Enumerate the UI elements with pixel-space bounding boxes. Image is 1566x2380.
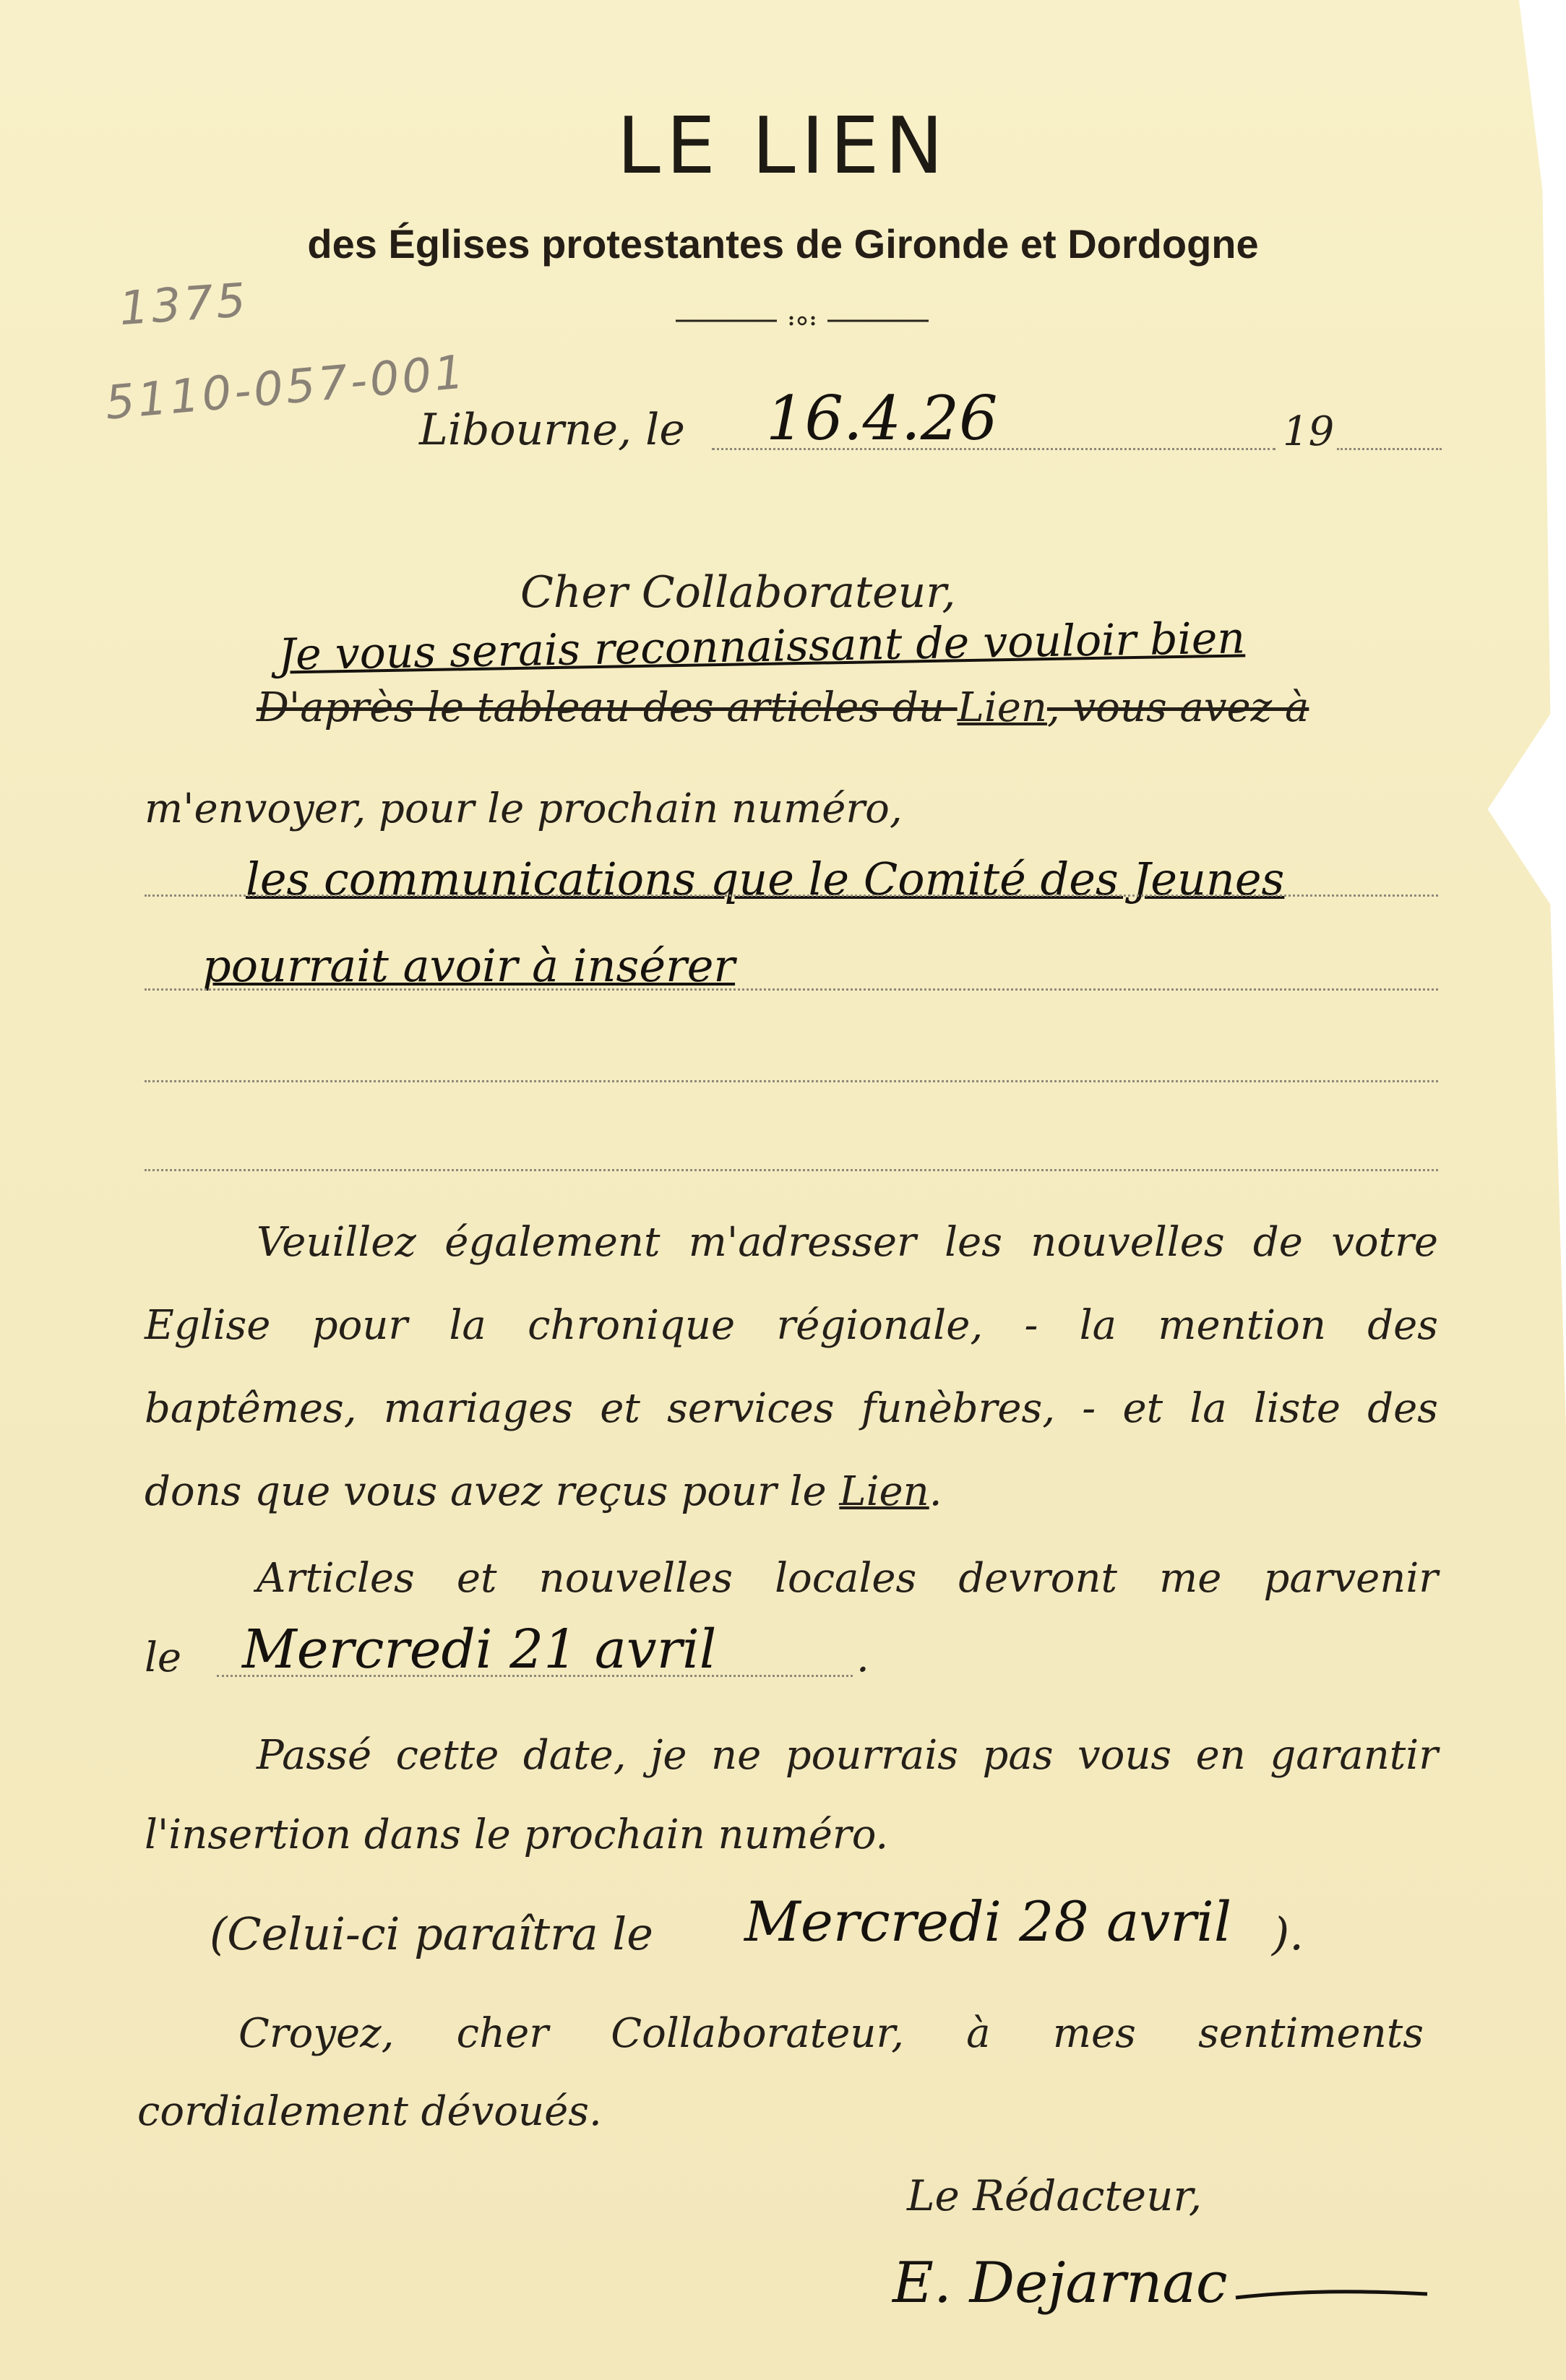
body-p1-line-4: [145, 1467, 1438, 1517]
rule-deadline: [217, 1675, 853, 1677]
dateline-century: 19: [1283, 408, 1335, 455]
dateline-rule-1: [712, 448, 1275, 450]
body-p2: Articles et nouvelles locales devront me parvenir: [257, 1555, 1438, 1602]
rule-request-1: [145, 894, 1438, 897]
rule-blank-2: [145, 1169, 1438, 1171]
letterhead-ornament: [676, 314, 929, 328]
publication-suffix: ).: [1272, 1907, 1304, 1960]
signature-flourish: [896, 2254, 1431, 2355]
publication-date: Mercredi 28 avril: [744, 1889, 1232, 1954]
body-p3-line-1: Passé cette date, je ne pourrais pas vous en garantir: [257, 1732, 1438, 1779]
closing-line-1: Croyez, cher Collaborateur, à mes sentiments: [238, 2010, 1424, 2057]
envoyer-line: m'envoyer, pour le prochain numéro,: [145, 785, 903, 832]
handwritten-insert: Je vous serais reconnaissant de vouloir bien: [278, 613, 1246, 681]
archive-reference: 5110-057-001: [103, 345, 469, 431]
handwritten-request-1: les communications que le Comité des Jeunes: [246, 853, 1285, 905]
body-p1-last-end: .: [929, 1468, 942, 1515]
body-p1-line-2: Eglise pour la chronique régionale, - la mention des: [145, 1302, 1438, 1349]
rule-blank-1: [145, 1080, 1438, 1082]
handwritten-request-2: pourrait avoir à insérer: [202, 939, 736, 992]
closing-line-2: cordialement dévoués.: [137, 2088, 602, 2135]
rule-request-2: [145, 988, 1438, 991]
publication-prefix: (Celui-ci paraîtra le: [210, 1907, 653, 1960]
dateline-place: Libourne, le: [419, 405, 685, 455]
body-p1-line-1: Veuillez également m'adresser les nouvelles de votre: [257, 1219, 1438, 1266]
body-p1-line-3: baptêmes, mariages et services funèbres, - et la liste des: [145, 1385, 1438, 1432]
signoff-title: Le Rédacteur,: [907, 2171, 1203, 2220]
deadline-suffix: .: [856, 1634, 869, 1681]
signature: E. Dejarnac: [892, 2251, 1228, 2316]
struck-line-before: D'après le tableau des articles du: [257, 684, 958, 731]
letterhead-title: LE LIEN: [616, 101, 950, 191]
deadline-prefix: le: [145, 1634, 182, 1681]
salutation: Cher Collaborateur,: [520, 567, 956, 618]
dateline-date: 16.4.26: [766, 383, 998, 454]
struck-line-after: , vous avez à: [1046, 684, 1309, 731]
dateline-rule-2: [1337, 448, 1442, 450]
letterhead-subtitle: des Églises protestantes de Gironde et Dordogne: [307, 221, 1259, 267]
body-p3-line-2: l'insertion dans le prochain numéro.: [145, 1811, 889, 1858]
deadline-date: Mercredi 21 avril: [242, 1618, 717, 1681]
body-p1-last-text: dons que vous avez reçus pour le: [145, 1468, 840, 1515]
archive-number: 1375: [117, 273, 251, 337]
lien-mention-1: Lien: [957, 684, 1047, 731]
lien-mention-2: Lien: [839, 1468, 929, 1515]
struck-line: [257, 683, 1442, 733]
